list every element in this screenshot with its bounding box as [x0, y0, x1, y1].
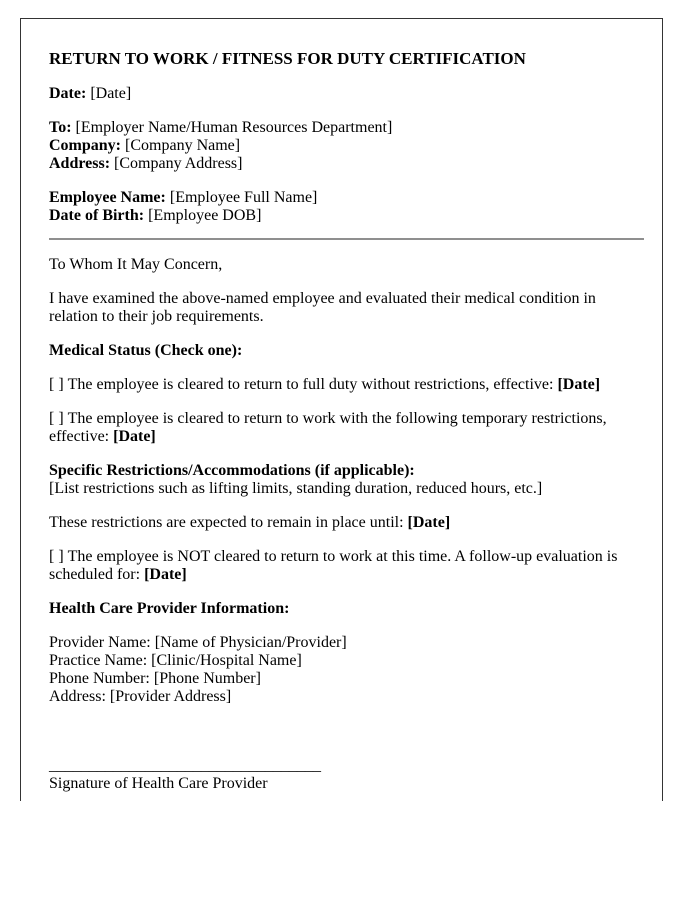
date-of-birth-value: [Employee DOB]	[148, 207, 262, 224]
option-temporary-date: [Date]	[113, 428, 156, 445]
provider-address-label: Address:	[49, 688, 106, 705]
phone-number-label: Phone Number:	[49, 670, 150, 687]
checkbox-placeholder: [ ]	[49, 410, 64, 427]
employee-block	[49, 189, 644, 225]
employee-name-line	[49, 189, 644, 207]
restrictions-note-date: [Date]	[407, 514, 451, 531]
provider-name-line	[49, 634, 644, 652]
to-label: To:	[49, 119, 72, 136]
specific-restrictions-block	[49, 462, 644, 498]
intro-line-2: relation to their job requirements.	[49, 308, 264, 325]
option-temporary-line-1	[49, 410, 644, 428]
signature-line: __________________________________	[49, 757, 321, 774]
phone-number-value: [Phone Number]	[153, 670, 261, 687]
specific-restrictions-heading: Specific Restrictions/Accommodations (if applicable):	[49, 462, 415, 479]
company-label: Company:	[49, 137, 122, 154]
restrictions-note	[49, 514, 644, 532]
phone-number-line	[49, 670, 644, 688]
restrictions-note-text: These restrictions are expected to remain in place until:	[49, 514, 408, 531]
date-of-birth-line	[49, 207, 644, 225]
option-temporary-line-2	[49, 428, 644, 446]
option-full-duty-text: The employee is cleared to return to full duty without restrictions, effective:	[67, 376, 558, 393]
checkbox-placeholder: [ ]	[49, 376, 64, 393]
intro-line-1: I have examined the above-named employee and evaluated their medical condition in	[49, 290, 596, 307]
provider-address-line	[49, 688, 644, 706]
date-of-birth-label: Date of Birth:	[49, 207, 145, 224]
company-address-line	[49, 155, 644, 173]
provider-address-value: [Provider Address]	[109, 688, 232, 705]
provider-block	[49, 634, 644, 706]
company-value: [Company Name]	[125, 137, 241, 154]
intro-paragraph	[49, 290, 644, 326]
date-label: Date:	[49, 85, 87, 102]
to-line	[49, 119, 644, 137]
option-full-duty	[49, 376, 644, 394]
date-value: [Date]	[90, 85, 132, 102]
practice-name-line	[49, 652, 644, 670]
letter-page	[20, 18, 663, 801]
salutation: To Whom It May Concern,	[49, 256, 223, 273]
option-temporary-effective-text: effective:	[49, 428, 114, 445]
checkbox-placeholder: [ ]	[49, 548, 64, 565]
company-address-value: [Company Address]	[114, 155, 243, 172]
section-divider	[49, 238, 644, 240]
to-value: [Employer Name/Human Resources Department]	[75, 119, 393, 136]
option-not-cleared-date: [Date]	[144, 566, 187, 583]
signature-block	[49, 757, 644, 793]
provider-name-value: [Name of Physician/Provider]	[154, 634, 347, 651]
option-not-cleared-line-1	[49, 548, 644, 566]
document-title: RETURN TO WORK / FITNESS FOR DUTY CERTIFICATION	[49, 49, 526, 68]
specific-restrictions-placeholder: [List restrictions such as lifting limits, standing duration, reduced hours, etc.]	[49, 480, 543, 497]
medical-status-heading: Medical Status (Check one):	[49, 342, 243, 359]
option-not-cleared-scheduled-text: scheduled for:	[49, 566, 145, 583]
provider-heading: Health Care Provider Information:	[49, 600, 290, 617]
employee-name-value: [Employee Full Name]	[169, 189, 318, 206]
option-not-cleared-text: The employee is NOT cleared to return to work at this time. A follow-up evaluation is	[67, 548, 618, 565]
recipient-block	[49, 119, 644, 173]
signature-label: Signature of Health Care Provider	[49, 775, 268, 792]
option-not-cleared-line-2	[49, 566, 644, 584]
company-line	[49, 137, 644, 155]
date-line	[49, 85, 644, 103]
option-temporary	[49, 410, 644, 446]
practice-name-label: Practice Name:	[49, 652, 148, 669]
provider-name-label: Provider Name:	[49, 634, 151, 651]
option-temporary-text: The employee is cleared to return to work with the following temporary restrictions,	[67, 410, 607, 427]
practice-name-value: [Clinic/Hospital Name]	[151, 652, 302, 669]
company-address-label: Address:	[49, 155, 111, 172]
employee-name-label: Employee Name:	[49, 189, 166, 206]
option-not-cleared	[49, 548, 644, 584]
option-full-duty-date: [Date]	[557, 376, 601, 393]
